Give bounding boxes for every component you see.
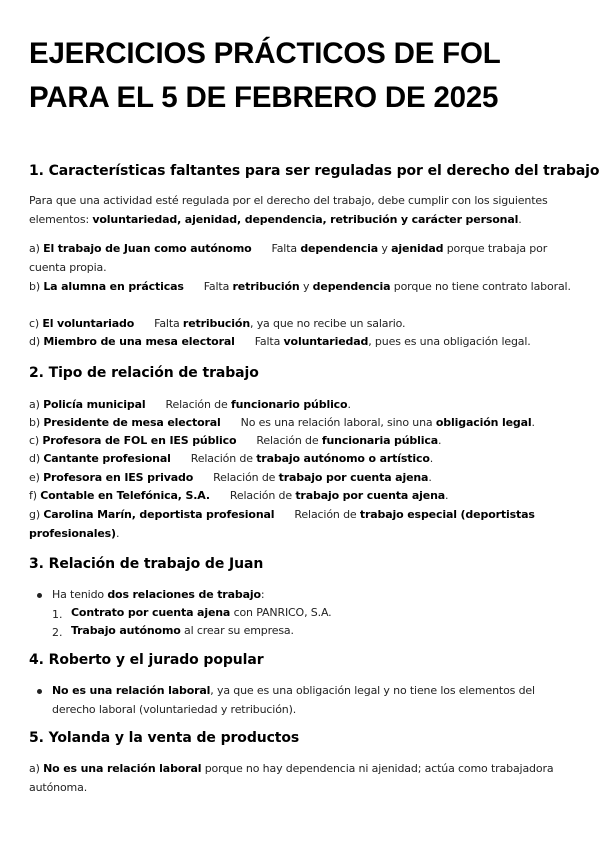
section-1-intro xyxy=(29,192,574,229)
title-line-1: EJERCICIOS PRÁCTICOS DE FOL xyxy=(29,37,501,70)
section-5-item-a xyxy=(29,760,559,797)
section-4-bullet xyxy=(52,682,552,719)
section-2-item-g xyxy=(29,506,574,543)
section-5-heading: 5. Yolanda y la venta de productos xyxy=(29,730,300,746)
item-name: El voluntariado xyxy=(42,317,135,330)
item-text: , pues es una obligación legal. xyxy=(368,335,531,348)
item-text: porque no tiene contrato laboral. xyxy=(390,280,571,293)
section-1-heading: 1. Características faltantes para ser reguladas por el derecho del trabajo xyxy=(29,163,600,179)
section-2-item-d xyxy=(29,450,574,469)
item-name: Miembro de una mesa electoral xyxy=(43,335,235,348)
item-bold: retribución xyxy=(182,317,250,330)
item-bold: dependencia xyxy=(300,242,379,255)
bullet-text: Ha tenido xyxy=(52,588,108,601)
intro-text: Para que una actividad esté regulada por el derecho del trabajo, debe cumplir con los siguientes elementos: xyxy=(29,194,548,226)
item-text: , ya que no recibe un salario. xyxy=(250,317,406,330)
item-bold: trabajo autónomo o artístico xyxy=(256,452,430,465)
item-prefix: e) xyxy=(29,471,44,484)
section-1-item-a xyxy=(29,240,574,277)
section-2-item-b xyxy=(29,414,574,433)
item-text: al crear su empresa. xyxy=(180,624,294,637)
item-text: Relación de xyxy=(213,471,279,484)
bullet-bold: No es una relación laboral xyxy=(52,684,211,697)
section-3-heading: 3. Relación de trabajo de Juan xyxy=(29,556,264,572)
item-text: Relación de xyxy=(294,508,360,521)
item-text: No es una relación laboral, sino una xyxy=(240,416,436,429)
section-2-item-f xyxy=(29,487,574,506)
item-prefix: a) xyxy=(29,398,44,411)
item-text: porque trabaja por cuenta propia. xyxy=(29,242,548,274)
item-text: y xyxy=(299,280,313,293)
item-prefix: c) xyxy=(29,317,43,330)
item-bold: No es una relación laboral xyxy=(43,762,202,775)
section-2-item-a xyxy=(29,396,574,415)
item-text: . xyxy=(115,526,120,540)
item-name: El trabajo de Juan como autónomo xyxy=(43,242,252,255)
item-text: Relación de xyxy=(190,452,257,465)
bullet-end: : xyxy=(260,588,265,601)
item-text: Falta xyxy=(254,335,284,348)
item-prefix: b) xyxy=(29,416,44,429)
item-name: Profesora en IES privado xyxy=(43,471,194,484)
item-text: . xyxy=(445,489,449,502)
section-2-item-c xyxy=(29,432,574,451)
item-bold: ajenidad xyxy=(391,242,444,255)
item-text: Falta xyxy=(203,280,233,293)
item-name: Contable en Telefónica, S.A. xyxy=(40,489,210,502)
item-bold: trabajo por cuenta ajena xyxy=(278,471,429,484)
section-1-item-c xyxy=(29,315,574,334)
item-bold: obligación legal xyxy=(435,416,532,429)
item-prefix: g) xyxy=(29,508,44,521)
item-prefix: a) xyxy=(29,762,44,775)
section-1-item-b xyxy=(29,278,574,297)
item-prefix: c) xyxy=(29,434,43,447)
item-bold: voluntariedad xyxy=(283,335,369,348)
item-name: Policía municipal xyxy=(43,398,146,411)
section-2-item-e xyxy=(29,469,574,488)
item-text: . xyxy=(347,398,351,411)
item-text: . xyxy=(428,471,432,484)
item-text: y xyxy=(378,242,392,255)
section-1-item-d xyxy=(29,333,574,352)
item-bold: funcionaria pública xyxy=(321,434,439,447)
section-3-bullet xyxy=(52,586,264,605)
title-line-2: PARA EL 5 DE FEBRERO DE 2025 xyxy=(29,81,499,114)
section-4-heading: 4. Roberto y el jurado popular xyxy=(29,652,264,668)
section-2-heading: 2. Tipo de relación de trabajo xyxy=(29,365,259,381)
item-text: . xyxy=(531,416,535,429)
item-text: Relación de xyxy=(256,434,322,447)
list-number: 2. xyxy=(52,626,63,639)
item-name: Cantante profesional xyxy=(43,452,171,465)
item-text: Falta xyxy=(154,317,183,330)
section-3-item-2 xyxy=(71,622,294,641)
item-prefix: d) xyxy=(29,335,44,348)
bullet-bold: dos relaciones de trabajo xyxy=(107,588,261,601)
item-prefix: d) xyxy=(29,452,44,465)
list-number: 1. xyxy=(52,608,63,621)
item-prefix: f) xyxy=(29,489,41,502)
bullet-dot xyxy=(37,689,42,694)
page-title xyxy=(29,32,589,120)
item-name: Carolina Marín, deportista profesional xyxy=(43,508,275,521)
item-text: con PANRICO, S.A. xyxy=(230,606,332,619)
item-bold: retribución xyxy=(232,280,300,293)
item-text: Falta xyxy=(271,242,301,255)
item-text: Relación de xyxy=(165,398,231,411)
item-prefix: a) xyxy=(29,242,44,255)
item-bold: trabajo especial (deportistas profesionales) xyxy=(29,508,535,540)
intro-end: . xyxy=(518,212,522,226)
item-text: . xyxy=(438,434,442,447)
section-3-item-1 xyxy=(71,604,331,623)
item-bold: Trabajo autónomo xyxy=(71,624,181,637)
intro-elements: voluntariedad, ajenidad, dependencia, retribución y carácter personal xyxy=(92,212,519,226)
item-name: La alumna en prácticas xyxy=(43,280,184,293)
item-prefix: b) xyxy=(29,280,44,293)
item-bold: Contrato por cuenta ajena xyxy=(71,606,231,619)
item-text: Relación de xyxy=(229,489,296,502)
bullet-dot xyxy=(37,593,42,598)
item-bold: trabajo por cuenta ajena xyxy=(295,489,446,502)
item-bold: dependencia xyxy=(312,280,391,293)
item-text: . xyxy=(429,452,434,465)
item-bold: funcionario público xyxy=(230,398,348,411)
bullet-text: , ya que es una obligación legal y no tiene los elementos del derecho laboral (voluntariedad y retribución). xyxy=(52,684,535,716)
item-text: porque no hay dependencia ni ajenidad; actúa como trabajadora autónoma. xyxy=(29,762,554,794)
item-name: Presidente de mesa electoral xyxy=(43,416,221,429)
item-name: Profesora de FOL en IES público xyxy=(42,434,237,447)
